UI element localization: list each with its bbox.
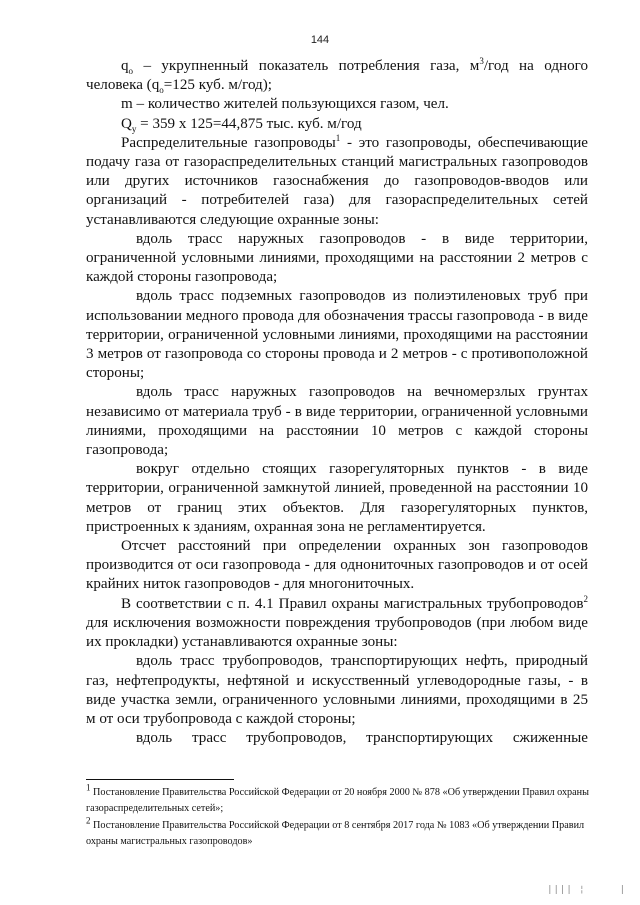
footnote-number: 2 xyxy=(86,815,91,826)
footnote-text: Постановление Правительства Российской Федерации от 20 ноября 2000 № 878 «Об утверждении Правил охраны газораспределительных сетей»; xyxy=(86,787,589,815)
paragraph-q-definition xyxy=(86,57,588,95)
text-run: для исключения возможности повреждения трубопроводов (при любом виде их прокладки) устанавливаются охранные зоны: xyxy=(86,614,588,651)
paragraph-distance-measurement: Отсчет расстояний при определении охранных зон газопроводов производится от оси газопровода - для однониточных газопроводов и от осей крайних ниток газопроводов - для многониточных. xyxy=(86,538,588,593)
body-text xyxy=(86,57,588,748)
footnotes xyxy=(86,782,591,851)
paragraph-q-formula xyxy=(86,115,588,134)
text-run: – укрупненный показатель потребления газа, м xyxy=(133,58,480,74)
text-run: /год на одного человека (q xyxy=(86,58,589,94)
subscript: y xyxy=(131,123,137,134)
footnote-1 xyxy=(86,782,591,818)
paragraph-m-definition: m – количество жителей пользующихся газом, чел. xyxy=(121,96,449,113)
subscript: o xyxy=(159,85,164,96)
footnote-ref: 2 xyxy=(583,593,588,604)
text-run: = 359 х 125=44,875 тыс. куб. м/год xyxy=(136,115,362,132)
footnote-divider xyxy=(86,779,234,780)
footnote-number: 1 xyxy=(86,782,91,793)
footnote-ref: 1 xyxy=(335,132,341,143)
subscript: o xyxy=(128,66,134,77)
text-run: =125 куб. м/год); xyxy=(163,77,272,94)
text-run: - это газопроводы, обеспечивающие подачу газа от газораспределительных станций магистральных газопроводов или других источников газоснабжения до газопроводов-вводов или организаций - потребителей газа) для газораспределительных сетей устанавливаются следующие охранные зоны: xyxy=(86,134,588,228)
paragraph-main-pipelines xyxy=(86,595,588,653)
paragraph-distribution-pipelines xyxy=(86,134,588,230)
list-item-zone-3: вдоль трасс наружных газопроводов на вечномерзлых грунтах независимо от материала труб - в виде территории, ограниченной условными линиями, проходящими на расстоянии 10 метров с каждой стороны газопровода; xyxy=(86,384,588,459)
text-run: q xyxy=(121,58,129,74)
text-run: В соответствии с п. 4.1 Правил охраны магистральных трубопроводов xyxy=(121,595,584,612)
list-item-zone-6: вдоль трасс трубопроводов, транспортирующих сжиженные xyxy=(136,730,588,747)
list-item-zone-5: вдоль трасс трубопроводов, транспортирующих нефть, природный газ, нефтепродукты, нефтяной и искусственный углеводородные газы, - в виде участка земли, ограниченного условными линиями, проходящими в 25 м от оси трубопровода с каждой стороны; xyxy=(86,653,588,727)
page-number: 144 xyxy=(310,34,330,46)
footnote-text: Постановление Правительства Российской Федерации от 8 сентября 2017 года № 1083 «Об утверждении Правил охраны магистральных газопроводов» xyxy=(86,819,585,848)
list-item-zone-1: вдоль трасс наружных газопроводов - в виде территории, ограниченной условными линиями, проходящими на расстоянии 2 метров с каждой стороны газопровода; xyxy=(86,230,588,286)
text-run: Q xyxy=(121,115,132,132)
scan-marks: |||| ¦ | xyxy=(547,885,626,895)
footnote-2 xyxy=(86,815,591,851)
text-run: Распределительные газопроводы xyxy=(121,134,336,151)
list-item-zone-2: вдоль трасс подземных газопроводов из полиэтиленовых труб при использовании медного провода для обозначения трассы газопровода - в виде территории, ограниченной условными линиями, проходящими на расстоянии 3 метров от газопровода со стороны провода и 2 метров - с противоположной стороны; xyxy=(86,288,588,382)
list-item-zone-4: вокруг отдельно стоящих газорегуляторных пунктов - в виде территории, ограниченной замкнутой линией, проведенной на расстоянии 10 метров от границ этих объектов. Для газорегуляторных пунктов, пристроенных к зданиям, охранная зона не регламентируется. xyxy=(86,461,588,535)
superscript: 3 xyxy=(479,55,484,66)
